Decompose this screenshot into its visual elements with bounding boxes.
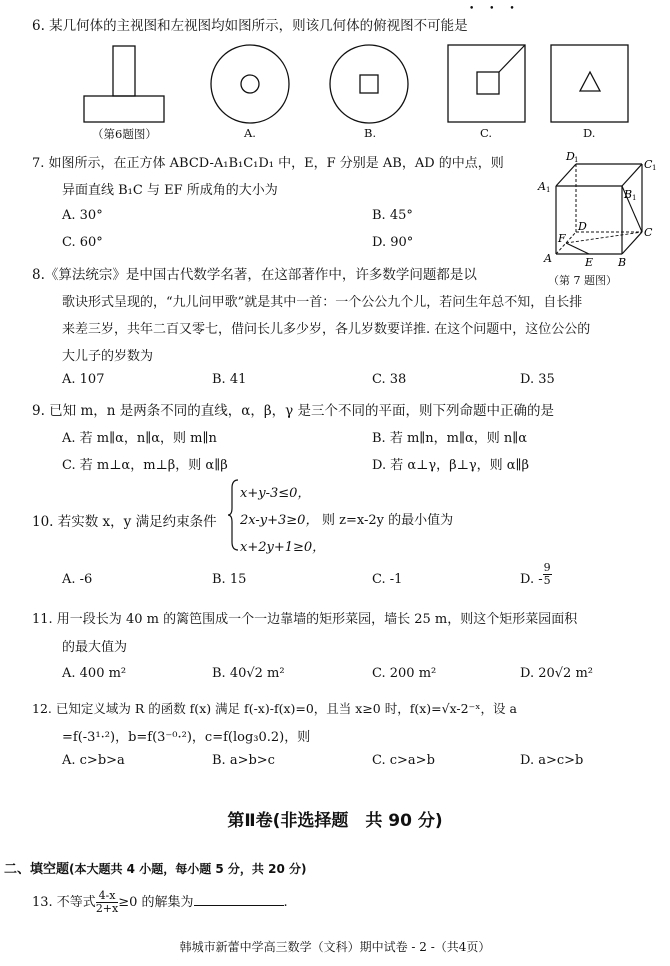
q7-figure-caption: （第 7 题图） [548,274,617,287]
q6-caption-fig: （第6题图） [92,127,157,141]
q8-option-a: A. 107 [62,372,105,387]
label-C1: C [644,158,653,171]
emphasis-dots: • • • [469,4,521,14]
label-A: A [544,252,552,265]
q12-option-b: B. a>b>c [212,753,275,768]
q7-stem-line2: 异面直线 B₁C 与 EF 所成角的大小为 [62,183,278,198]
q7-stem-line1: 7. 如图所示，在正方体 ABCD-A₁B₁C₁D₁ 中，E，F 分别是 AB，AD 的中点，则 [32,156,504,171]
q12-option-c: C. c>a>b [372,753,435,768]
q6-option-d-figure [551,45,628,122]
svg-text:1: 1 [574,156,579,164]
q11-option-a: A. 400 m² [62,666,127,681]
q10-constraint-2: 2x-y+3≥0， [240,513,319,528]
svg-text:1: 1 [652,164,657,172]
q10-constraint-3: x+2y+1≥0， [240,540,326,555]
q12-line1: 12. 已知定义域为 R 的函数 f(x) 满足 f(-x)-f(x)=0，且当 x≥0 时，f(x)=√x-2⁻ˣ，设 a [32,701,517,716]
q9-option-c: C. 若 m⊥α，m⊥β，则 α∥β [62,458,228,473]
q11-option-d: D. 20√2 m² [520,666,593,681]
part2-title: 第Ⅱ卷(非选择题 共 90 分) [227,811,443,831]
fill-section-heading: 二、填空题(本大题共 4 小题，每小题 5 分，共 20 分) [4,862,307,877]
q8-line2: 歌诀形式呈现的，“九儿问甲歌”就是其中一首：一个公公九个儿，若问生年总不知，自长排 [62,295,583,310]
q13-numerator: 4-x [96,890,118,903]
q10-d-numerator: 9 [543,561,551,574]
q12-option-d: D. a>c>b [520,753,584,768]
q6-option-a-figure [211,45,289,123]
q10-d-denominator: 5 [543,574,551,587]
label-E: E [585,256,594,269]
q10-brace [228,478,240,552]
q10-option-b: B. 15 [212,572,247,587]
q8-option-b: B. 41 [212,372,247,387]
q7-option-a: A. 30° [62,208,103,223]
q6-figures [80,42,640,124]
q10-constraint-1: x+y-3≤0， [240,486,311,501]
q6-caption-d: D. [583,126,596,140]
q8-option-c: C. 38 [372,372,407,387]
q8-option-d: D. 35 [520,372,555,387]
q9-stem: 9. 已知 m，n 是两条不同的直线，α，β，γ 是三个不同的平面，则下列命题中正确的是 [32,403,555,419]
q9-option-b: B. 若 m∥n，m∥α，则 n∥α [372,431,528,446]
q7-option-c: C. 60° [62,235,103,250]
q8-line1: 8.《算法统宗》是中国古代数学名著，在这部著作中，许多数学问题都是以 [32,267,477,283]
q11-option-b: B. 40√2 m² [212,666,285,681]
q7-cube-figure [534,148,664,272]
q6-main-view-figure [84,46,164,122]
q12-line2: =f(-3¹·²)，b=f(3⁻⁰·²)，c=f(log₃0.2)，则 [62,730,311,745]
label-B: B [618,256,627,269]
q10-option-a: A. -6 [62,572,93,587]
q10-suffix: 则 z=x-2y 的最小值为 [322,513,454,528]
q10-option-c: C. -1 [372,572,403,587]
q11-line2: 的最大值为 [62,640,128,655]
q8-line3: 来差三岁，共年二百又零七，借问长儿多少岁，各儿岁数要详推. 在这个问题中，这位公公的 [62,322,591,337]
q6-caption-b: B. [364,126,377,140]
q12-option-a: A. c>b>a [62,753,125,768]
q6-option-b-figure [330,45,408,123]
q6-caption-a: A. [244,126,256,140]
q9-option-d: D. 若 α⊥γ，β⊥γ，则 α∥β [372,458,530,473]
label-D: D [578,220,587,233]
label-A1: A [538,180,546,193]
label-F: F [558,232,566,245]
q13-denominator: 2+x [95,902,119,915]
q7-option-d: D. 90° [372,235,414,250]
q10-prefix: 10. 若实数 x，y 满足约束条件 [32,514,217,530]
q8-line4: 大儿子的岁数为 [62,349,154,364]
q7-option-b: B. 45° [372,208,413,223]
q9-option-a: A. 若 m∥α，n∥α，则 m∥n [62,431,217,446]
svg-text:1: 1 [632,194,637,202]
q11-line1: 11. 用一段长为 40 m 的篱笆围成一个一边靠墙的矩形菜园，墙长 25 m，则这个矩形菜园面积 [32,612,578,627]
label-D1: D [566,150,575,163]
q6-caption-c: C. [480,126,493,140]
label-B1: B [624,188,633,201]
q10-option-d: D. - $\frac{9}{5}$ [520,561,551,587]
page-footer: 韩城市新蕾中学高三数学（文科）期中试卷 - 2 -（共4页） [179,940,491,954]
label-C: C [644,226,653,239]
q11-option-c: C. 200 m² [372,666,437,681]
q13: 13. 不等式 $\frac{4-x}{2+x}$ ≥0 的解集为 . [32,889,288,915]
q6-stem: 6. 某几何体的主视图和左视图均如图所示，则该几何体的俯视图不可能是 [32,18,468,34]
q6-option-c-figure [448,45,525,122]
q13-answer-blank [194,893,284,906]
svg-text:1: 1 [546,186,551,194]
